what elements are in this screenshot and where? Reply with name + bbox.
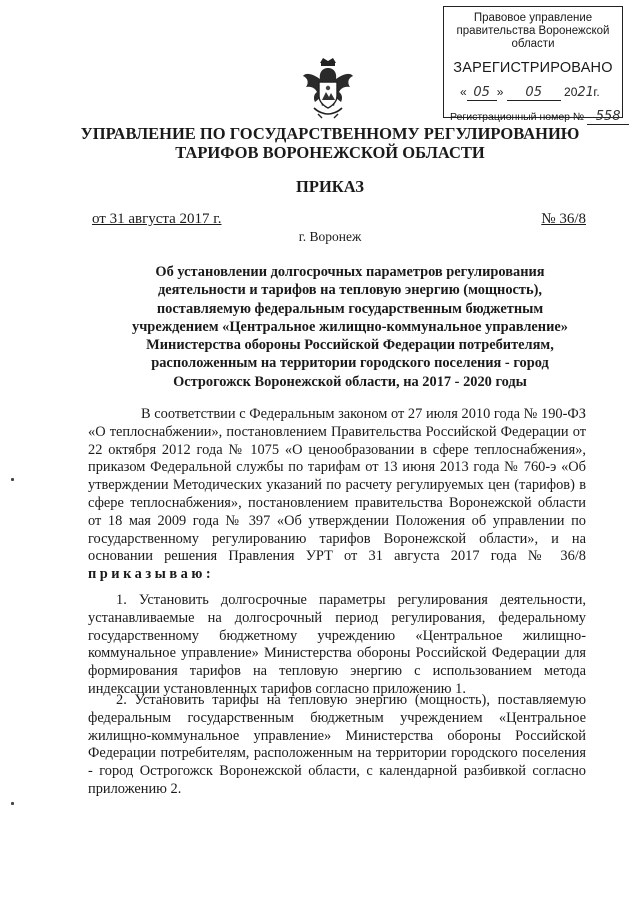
order-word: приказываю: xyxy=(88,566,215,583)
stamp-reg-number: 558 xyxy=(587,109,629,125)
stamp-month: 05 xyxy=(507,85,561,101)
stamp-authority: Правовое управление правительства Воронежской области xyxy=(456,12,610,50)
stamp-reg-label: Регистрационный номер № xyxy=(450,111,585,123)
organization-title: УПРАВЛЕНИЕ ПО ГОСУДАРСТВЕННОМУ РЕГУЛИРОВАНИЮ ТАРИФОВ ВОРОНЕЖСКОЙ ОБЛАСТИ xyxy=(80,124,580,162)
document-date: от 31 августа 2017 г. xyxy=(92,211,222,227)
margin-mark xyxy=(11,802,14,805)
document-kind: ПРИКАЗ xyxy=(296,177,364,196)
document-number: № 36/8 xyxy=(541,211,586,227)
preamble-paragraph xyxy=(88,406,586,584)
stamp-registration xyxy=(450,109,621,125)
margin-mark xyxy=(11,478,14,481)
preamble-text: В соответствии с Федеральным законом от 27 июля 2010 года № 190-ФЗ «О теплоснабжении», постановлением Правительства Российской Федерации от 22 октября 2012 года № 1075 «О ценообразовании в сфере теплоснабжения», приказом Федеральной службы по тарифам от 13 июня 2013 года № 760-э «Об утверждении Методических указаний по расчету регулируемых цен (тарифов) в сфере теплоснабжения», постановлением правительства Воронежской области от 18 мая 2009 года № 397 «Об утверждении Положения об управлении по государственному регулированию тарифов Воронежской области», и на основании решения Правления УРТ от 31 августа 2017 года № 36/8 xyxy=(88,406,586,565)
registration-stamp xyxy=(443,6,623,124)
stamp-year-prefix: 20 xyxy=(564,85,578,99)
stamp-year-tail: г. xyxy=(593,85,600,99)
stamp-day: 05 xyxy=(467,85,497,101)
item-1-paragraph: 1. Установить долгосрочные параметры регулирования деятельности, устанавливаемые на долгосрочный период регулирования, федеральному государственному бюджетному учреждению «Центральное жилищно-коммунальное управление» Министерства обороны Российской Федерации для формирования тарифов на тепловую энергию с использованием метода индексации установленных тарифов согласно приложению 1. xyxy=(88,592,586,697)
stamp-status: ЗАРЕГИСТРИРОВАНО xyxy=(453,60,613,76)
coat-of-arms-icon xyxy=(300,56,356,120)
stamp-date: « 05 » 05 2021г. xyxy=(460,85,600,100)
document-city: г. Воронеж xyxy=(298,229,362,244)
stamp-year-suffix: 21 xyxy=(577,85,594,100)
document-subject: Об установлении долгосрочных параметров регулирования деятельности и тарифов на тепловую энергию (мощность), поставляемую федеральным государственным бюджетным учреждением «Центральное жилищно-коммунальное управление» Министерства обороны Российской Федерации потребителям, расположенным на территории городского поселения - город Острогожск Воронежской области, на 2017 - 2020 годы xyxy=(132,264,568,390)
item-2-paragraph: 2. Установить тарифы на тепловую энергию (мощность), поставляемую федеральным государственным бюджетным учреждением «Центральное жилищно-коммунальное управление» Министерства обороны Российской Федерации потребителям, расположенным на территории городского поселения - город Острогожск Воронежской области, с календарной разбивкой согласно приложению 2. xyxy=(88,692,586,797)
